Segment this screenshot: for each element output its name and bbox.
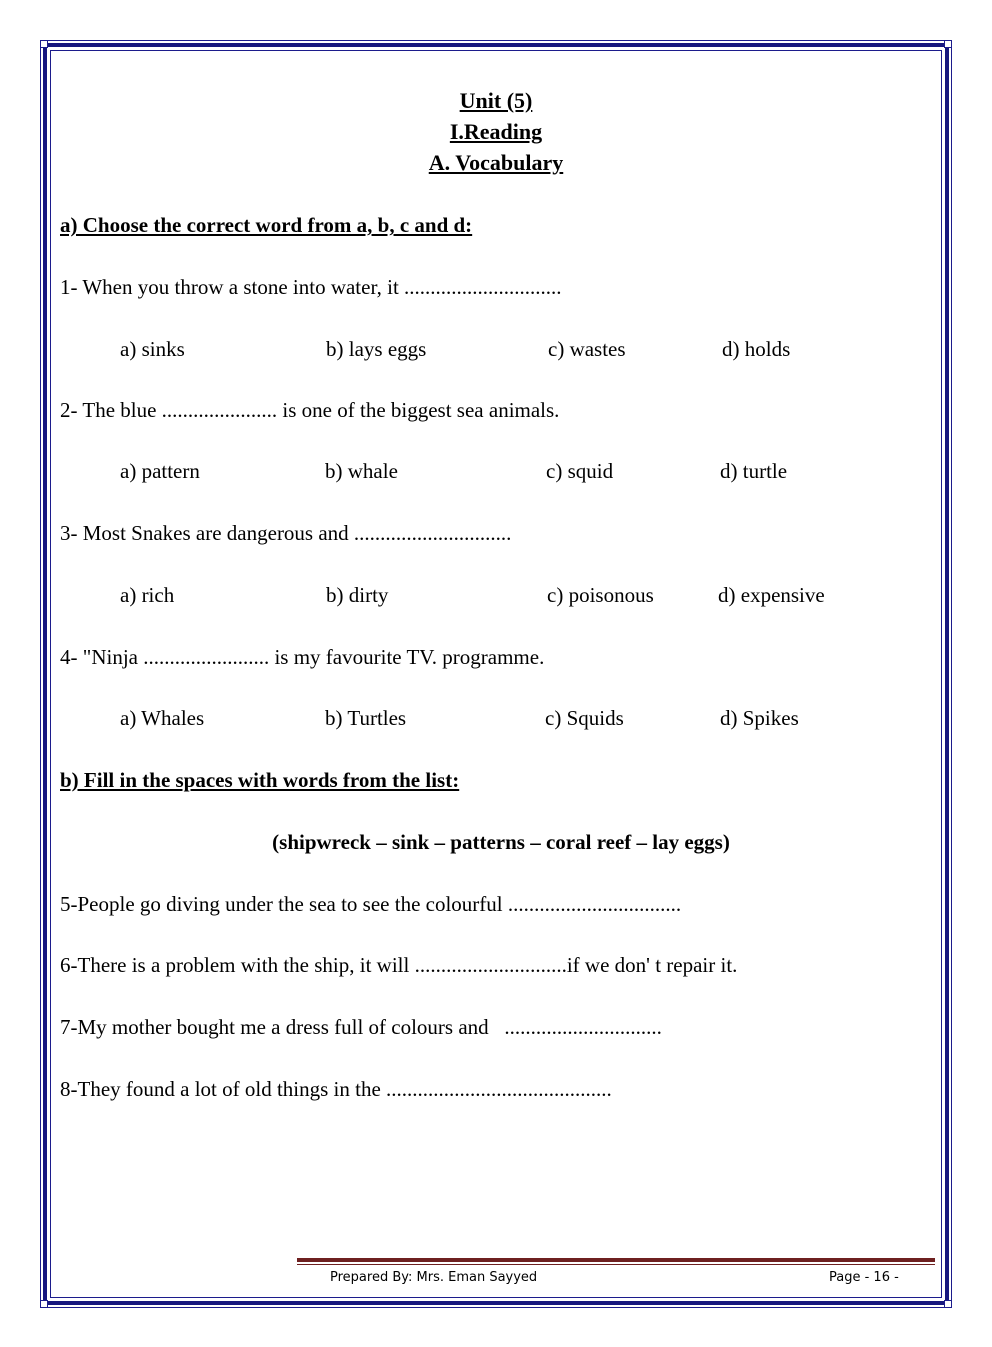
q1-option-b: b) lays eggs [326, 337, 427, 361]
footer-rule [297, 1258, 935, 1262]
word-list: (shipwreck – sink – patterns – coral reef – lay eggs) [272, 830, 730, 854]
q1-option-a: a) sinks [120, 337, 185, 361]
sentence-5: 5-People go diving under the sea to see the colourful ................................. [60, 892, 682, 916]
q3-option-a: a) rich [120, 583, 175, 607]
q1-option-c: c) wastes [548, 337, 626, 361]
sentence-7: 7-My mother bought me a dress full of colours and .............................. [60, 1015, 662, 1039]
q4-option-c: c) Squids [545, 706, 624, 730]
q2-option-b: b) whale [325, 459, 398, 483]
section-title: I.Reading [449, 119, 543, 144]
subsection-title: A. Vocabulary [428, 150, 564, 175]
footer-page-number: Page - 16 - [829, 1270, 899, 1285]
question-4: 4- "Ninja ........................ is my favourite TV. programme. [60, 645, 545, 669]
section-b-heading: b) Fill in the spaces with words from the list: [60, 768, 460, 792]
border-corner [944, 1300, 952, 1308]
q3-option-c: c) poisonous [547, 583, 654, 607]
sentence-6: 6-There is a problem with the ship, it will .............................if we don' t repair it. [60, 953, 738, 977]
q2-option-a: a) pattern [120, 459, 200, 483]
question-3: 3- Most Snakes are dangerous and .............................. [60, 521, 512, 545]
border-corner [40, 1300, 48, 1308]
unit-title: Unit (5) [459, 88, 533, 113]
q4-option-a: a) Whales [120, 706, 205, 730]
border-corner [40, 40, 48, 48]
border-corner [944, 40, 952, 48]
q1-option-d: d) holds [722, 337, 791, 361]
q4-option-b: b) Turtles [325, 706, 407, 730]
footer-author: Prepared By: Mrs. Eman Sayyed [330, 1270, 538, 1285]
question-2: 2- The blue ...................... is one of the biggest sea animals. [60, 398, 560, 422]
q3-option-b: b) dirty [326, 583, 389, 607]
sentence-8: 8-They found a lot of old things in the ........................................... [60, 1077, 612, 1101]
q2-option-c: c) squid [546, 459, 614, 483]
q4-option-d: d) Spikes [720, 706, 799, 730]
section-a-heading: a) Choose the correct word from a, b, c and d: [60, 213, 473, 237]
footer-rule-thin [297, 1264, 935, 1265]
question-1: 1- When you throw a stone into water, it .............................. [60, 275, 562, 299]
q3-option-d: d) expensive [718, 583, 825, 607]
q2-option-d: d) turtle [720, 459, 788, 483]
